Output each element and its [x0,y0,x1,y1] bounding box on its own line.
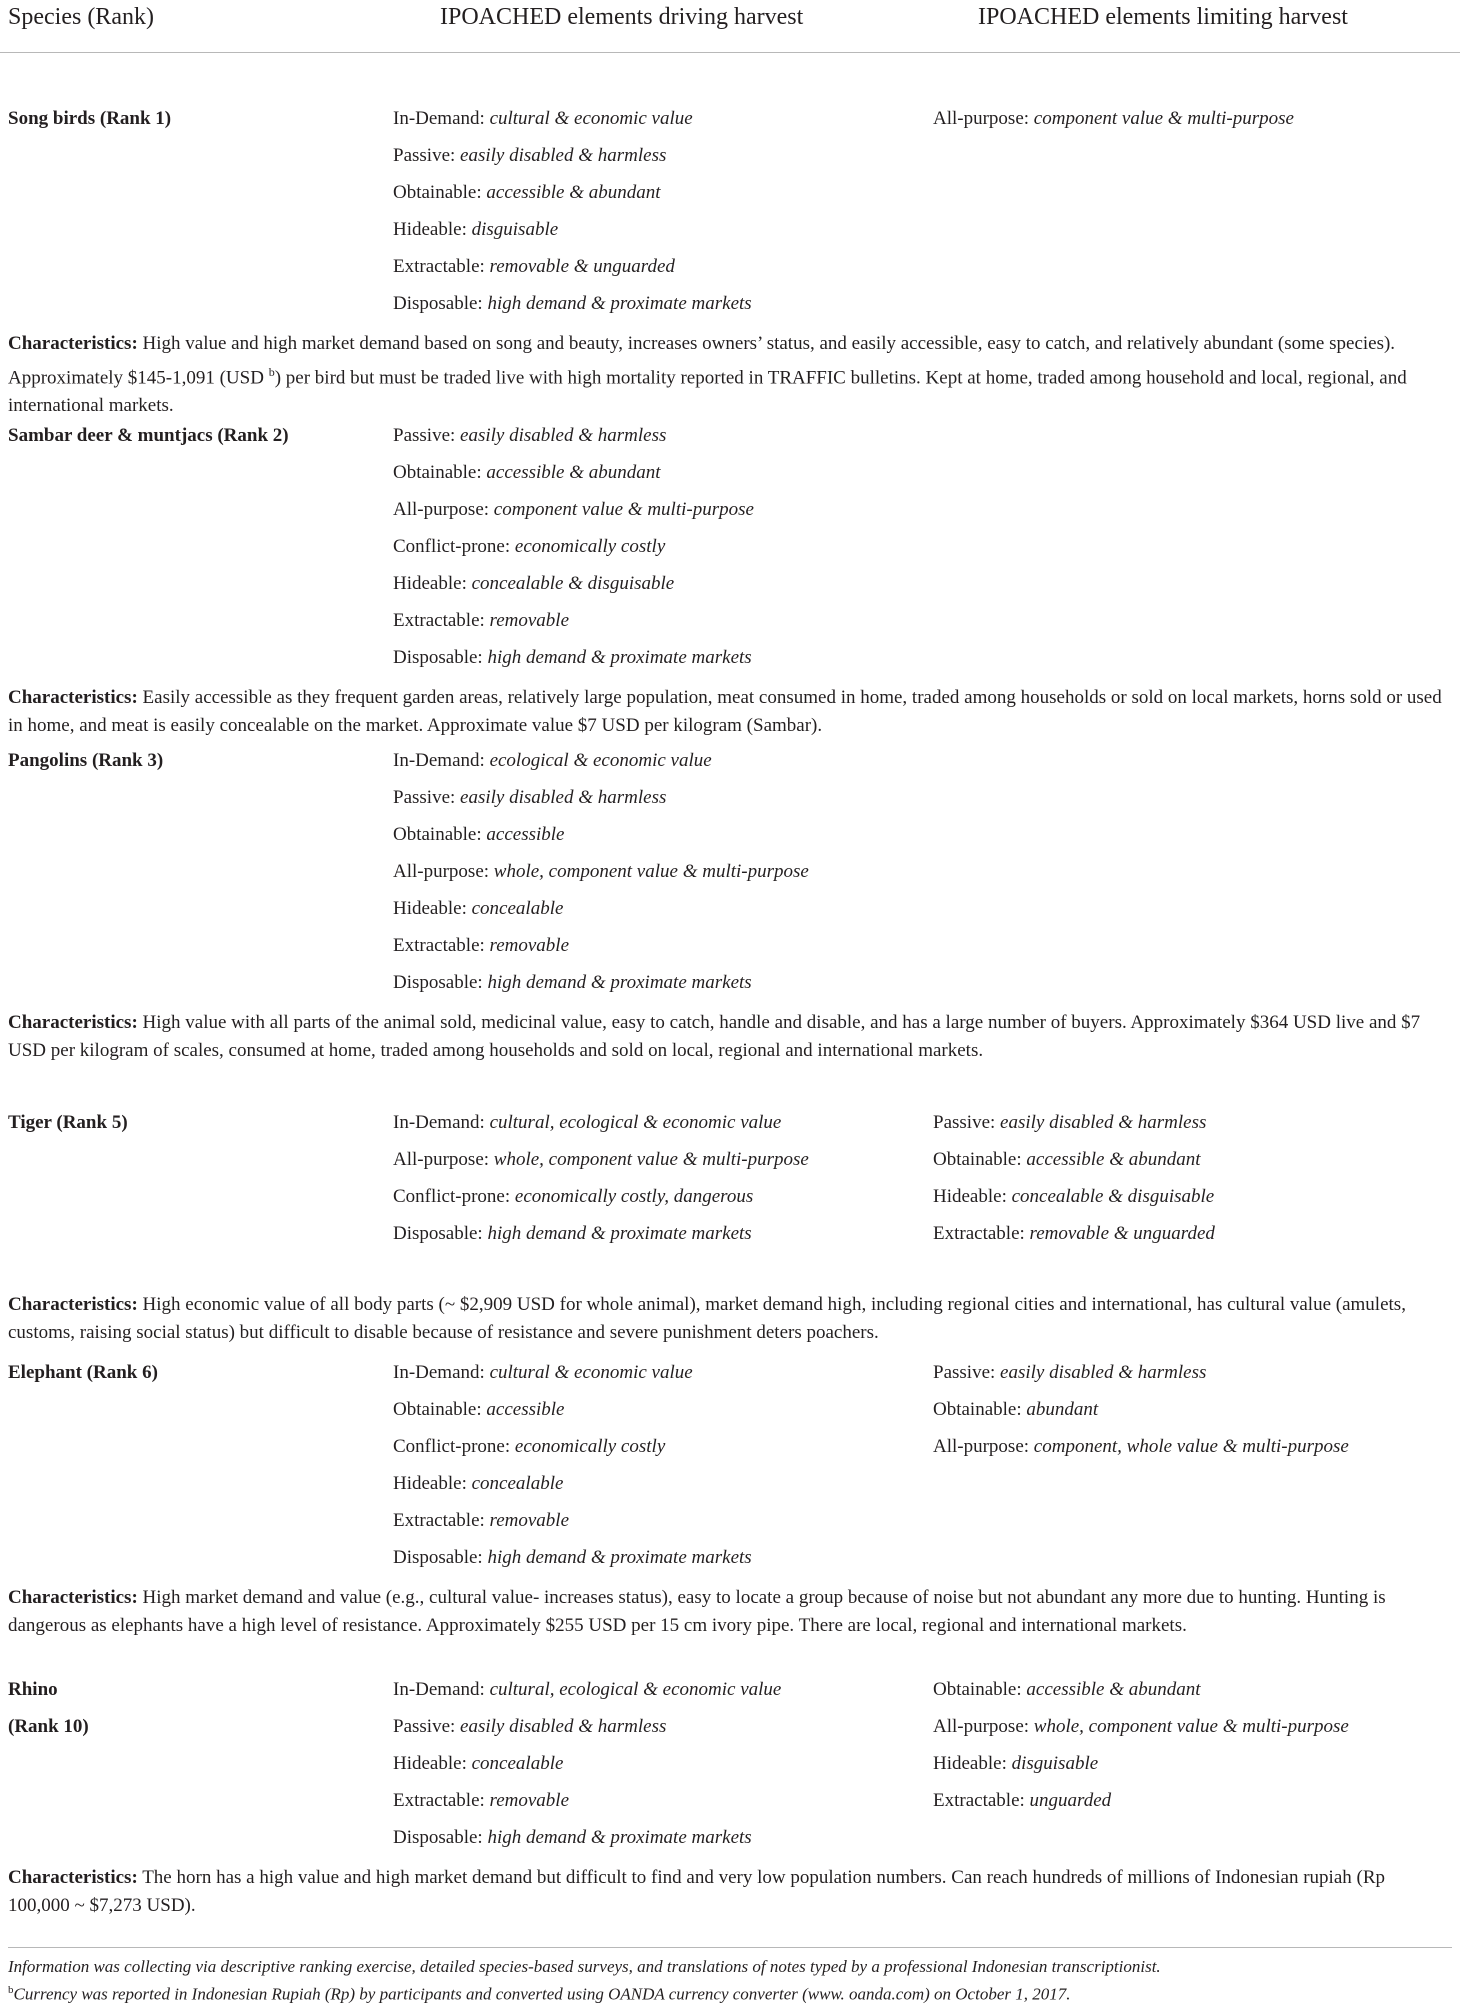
driving-element: Obtainable: accessible & abundant [393,182,661,203]
table-header [0,0,1460,53]
driving-element: Disposable: high demand & proximate markets [393,1827,752,1848]
driving-element: Conflict-prone: economically costly [393,536,666,557]
driving-element: Passive: easily disabled & harmless [393,1716,667,1737]
driving-element: Hideable: disguisable [393,219,559,240]
characteristics-text: Characteristics: High market demand and value (e.g., cultural value- increases status), easy to locate a group because of noise but not abundant any more due to hunting. Hunting is dangerous as elephants have a high level of resistance. Approximately $255 USD per 15 cm ivory pipe. There are local, regional and international markets. [8,1587,1386,1636]
species-name: Tiger (Rank 5) [8,1112,128,1133]
driving-element: All-purpose: whole, component value & multi-purpose [393,861,809,882]
species-name: Song birds (Rank 1) [8,108,172,129]
characteristics-text: Characteristics: Easily accessible as they frequent garden areas, relatively large population, meat consumed in home, traded among households or sold on local markets, horns sold or used in home, and meat is easily concealable on the market. Approximate value $7 USD per kilogram (Sambar). [8,687,1442,736]
driving-element: Conflict-prone: economically costly [393,1436,666,1457]
header-species: Species (Rank) [8,4,154,30]
driving-element: Extractable: removable [393,1510,570,1531]
driving-element: Disposable: high demand & proximate markets [393,647,752,668]
limiting-element: Obtainable: accessible & abundant [933,1679,1201,1700]
driving-element: All-purpose: whole, component value & multi-purpose [393,1149,809,1170]
limiting-element: Obtainable: abundant [933,1399,1099,1420]
driving-element: Disposable: high demand & proximate markets [393,972,752,993]
driving-element: In-Demand: cultural & economic value [393,108,693,129]
driving-element: Extractable: removable [393,610,570,631]
species-name: Rhino [8,1679,58,1700]
driving-element: Hideable: concealable [393,1473,564,1494]
characteristics-text: Characteristics: High economic value of all body parts (~ $2,909 USD for whole animal), market demand high, including regional cities and international, has cultural value (amulets, customs, raising social status) but difficult to disable because of resistance and severe punishment deters poachers. [8,1294,1406,1343]
characteristics-text: Characteristics: High value with all parts of the animal sold, medicinal value, easy to catch, handle and disable, and has a large number of buyers. Approximately $364 USD live and $7 USD per kilogram of scales, consumed at home, traded among households and sold on local, regional and international markets. [8,1012,1421,1061]
limiting-element: Extractable: removable & unguarded [933,1223,1215,1244]
limiting-element: Passive: easily disabled & harmless [933,1362,1207,1383]
species-name: Pangolins (Rank 3) [8,750,164,771]
limiting-element: Hideable: concealable & disguisable [933,1186,1215,1207]
driving-element: All-purpose: component value & multi-purpose [393,499,754,520]
footnote-divider [8,1947,1452,1948]
driving-element: Disposable: high demand & proximate markets [393,293,752,314]
limiting-element: All-purpose: whole, component value & multi-purpose [933,1716,1349,1737]
footnote-currency: $^b$Currency was reported in Indonesian Rupiah (Rp) by participants and converted using OANDA currency converter (www. oanda.com) on October 1, 2017. [8,1984,1071,2004]
species-name: Elephant (Rank 6) [8,1362,158,1383]
driving-element: Extractable: removable [393,1790,570,1811]
limiting-element: Extractable: unguarded [933,1790,1112,1811]
driving-element: Hideable: concealable [393,898,564,919]
driving-element: Passive: easily disabled & harmless [393,787,667,808]
driving-element: Obtainable: accessible [393,824,565,845]
driving-element: Extractable: removable [393,935,570,956]
driving-element: Hideable: concealable & disguisable [393,573,675,594]
limiting-element: All-purpose: component, whole value & multi-purpose [933,1436,1349,1457]
limiting-element: Obtainable: accessible & abundant [933,1149,1201,1170]
header-driving: IPOACHED elements driving harvest [440,4,804,30]
driving-element: Passive: easily disabled & harmless [393,145,667,166]
species-rank: (Rank 10) [8,1716,89,1737]
driving-element: In-Demand: cultural, ecological & economic value [393,1112,782,1133]
driving-element: Obtainable: accessible [393,1399,565,1420]
driving-element: Extractable: removable & unguarded [393,256,675,277]
header-limiting: IPOACHED elements limiting harvest [978,4,1348,30]
characteristics-text: Characteristics: High value and high market demand based on song and beauty, increases owners’ status, and easily accessible, easy to catch, and relatively abundant (some species). Approximately $145-1,091 (USD $^b$) per bird but must be traded live with high mortality reported in TRAFFIC bulletins. Kept at home, traded among household and local, regional, and international markets. [8,333,1407,417]
driving-element: In-Demand: cultural & economic value [393,1362,693,1383]
limiting-element: Passive: easily disabled & harmless [933,1112,1207,1133]
species-name: Sambar deer & muntjacs (Rank 2) [8,425,289,446]
driving-element: In-Demand: cultural, ecological & economic value [393,1679,782,1700]
footnote-info: Information was collecting via descriptive ranking exercise, detailed species-based surveys, and translations of notes typed by a professional Indonesian transcriptionist. [8,1957,1161,1976]
driving-element: Disposable: high demand & proximate markets [393,1223,752,1244]
driving-element: In-Demand: ecological & economic value [393,750,712,771]
driving-element: Obtainable: accessible & abundant [393,462,661,483]
limiting-element: Hideable: disguisable [933,1753,1099,1774]
characteristics-text: Characteristics: The horn has a high value and high market demand but difficult to find and very low population numbers. Can reach hundreds of millions of Indonesian rupiah (Rp 100,000 ~ $7,273 USD). [8,1867,1386,1916]
driving-element: Disposable: high demand & proximate markets [393,1547,752,1568]
limiting-element: All-purpose: component value & multi-purpose [933,108,1294,129]
driving-element: Conflict-prone: economically costly, dangerous [393,1186,754,1207]
driving-element: Passive: easily disabled & harmless [393,425,667,446]
driving-element: Hideable: concealable [393,1753,564,1774]
